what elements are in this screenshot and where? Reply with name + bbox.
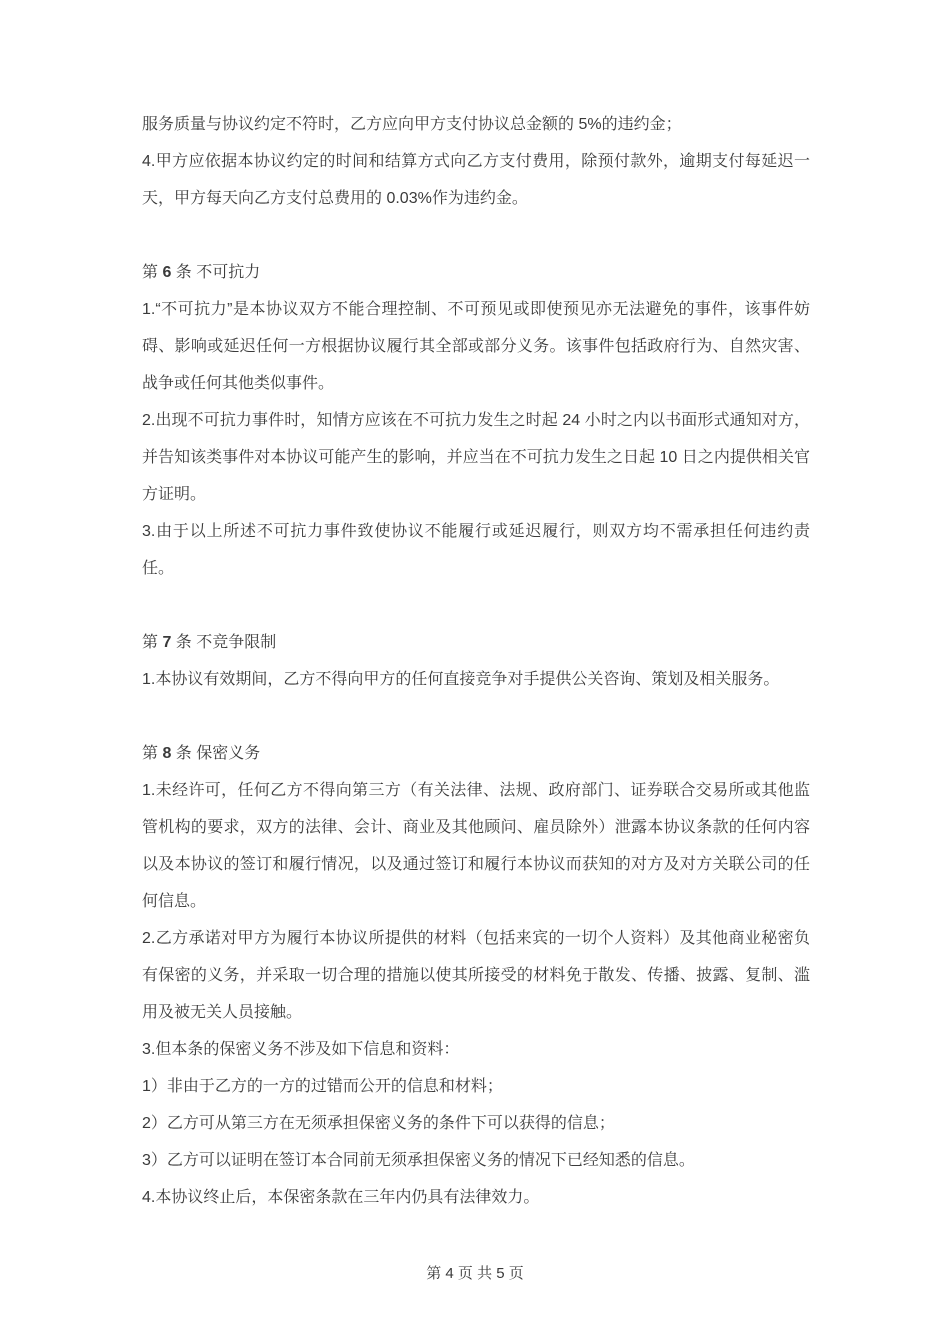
- clause-7-heading-number: 7: [162, 634, 172, 651]
- clause5-carryover-line: 服务质量与协议约定不符时，乙方应向甲方支付协议总金额的 5%的违约金；: [142, 116, 682, 133]
- clause-8-item-2: 2.乙方承诺对甲方为履行本协议所提供的材料（包括来宾的一切个人资料）及其他商业秘密负有保密的义务，并采取一切合理的措施以使其所接受的材料免于散发、传播、披露、复制、滥用及被无关人员接触。: [142, 930, 810, 1021]
- clause-7-item-1: 1.本协议有效期间，乙方不得向甲方的任何直接竞争对手提供公关咨询、策划及相关服务。: [142, 671, 780, 688]
- clause-7-heading: [142, 624, 810, 661]
- clause-6-item-1: 1.“不可抗力”是本协议双方不能合理控制、不可预见或即使预见亦无法避免的事件，该事件妨碍、影响或延迟任何一方根据协议履行其全部或部分义务。该事件包括政府行为、自然灾害、战争或任何其他类似事件。: [142, 301, 810, 392]
- clause-8-heading-title: 条 保密义务: [171, 745, 261, 762]
- clause-8-item-3: 3.但本条的保密义务不涉及如下信息和资料：: [142, 1041, 460, 1058]
- clause-8-item-1: 1.未经许可，任何乙方不得向第三方（有关法律、法规、政府部门、证券联合交易所或其他监管机构的要求，双方的法律、会计、商业及其他顾问、雇员除外）泄露本协议条款的任何内容以及本协议的签订和履行情况，以及通过签订和履行本协议而获知的对方及对方关联公司的任何信息。: [142, 782, 810, 910]
- clause-6-item-2: 2.出现不可抗力事件时，知情方应该在不可抗力发生之时起 24 小时之内以书面形式通知对方，并告知该类事件对本协议可能产生的影响，并应当在不可抗力发生之日起 10 日之内提供相关官方证明。: [142, 412, 810, 503]
- clause-8-item-4: 4.本协议终止后，本保密条款在三年内仍具有法律效力。: [142, 1189, 540, 1206]
- clause-6-heading-number: 6: [162, 264, 172, 281]
- clause-6-heading-title: 条 不可抗力: [171, 264, 261, 281]
- clause-7-heading-title: 条 不竞争限制: [171, 634, 277, 651]
- clause-8-heading: [142, 735, 810, 772]
- page-number-footer: 第 4 页 共 5 页: [426, 1265, 524, 1282]
- clause-6-item-3: 3.由于以上所述不可抗力事件致使协议不能履行或延迟履行，则双方均不需承担任何违约责任。: [142, 523, 810, 577]
- clause-6-heading: [142, 254, 810, 291]
- clause-8-item-3-sub-1: 1）非由于乙方的一方的过错而公开的信息和材料；: [142, 1078, 503, 1095]
- clause5-item-4: 4.甲方应依据本协议约定的时间和结算方式向乙方支付费用，除预付款外，逾期支付每延迟一天，甲方每天向乙方支付总费用的 0.03%作为违约金。: [142, 153, 810, 207]
- clause-7-heading-prefix: 第: [142, 634, 163, 651]
- clause-8-heading-number: 8: [162, 745, 172, 762]
- clause-8-item-3-sub-3: 3）乙方可以证明在签订本合同前无须承担保密义务的情况下已经知悉的信息。: [142, 1152, 695, 1169]
- clause-8-heading-prefix: 第: [142, 745, 163, 762]
- clause-6-heading-prefix: 第: [142, 264, 163, 281]
- clause-8-item-3-sub-2: 2）乙方可从第三方在无须承担保密义务的条件下可以获得的信息；: [142, 1115, 615, 1132]
